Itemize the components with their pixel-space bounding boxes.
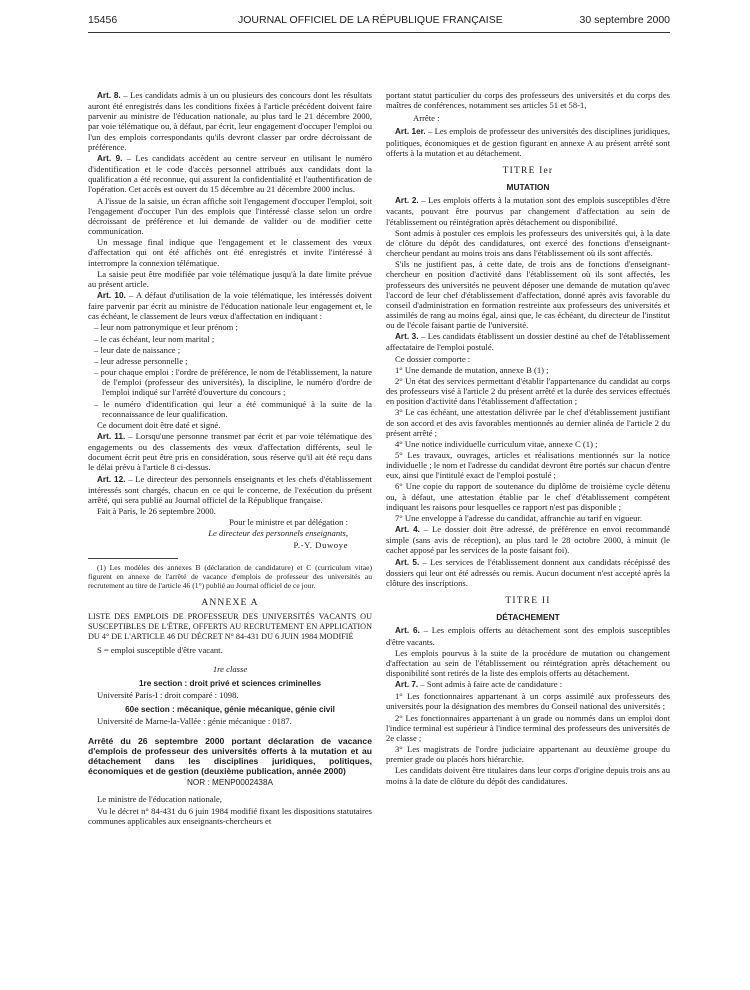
list-item: 4° Une notice individuelle curriculum vitae, annexe C (1) ; bbox=[395, 438, 598, 449]
class-heading: 1re classe bbox=[212, 663, 248, 674]
nor-reference: NOR : MENP0002438A bbox=[186, 778, 273, 788]
signature-title: Le directeur des personnels enseignants, bbox=[208, 528, 348, 539]
list-item: 1° Les fonctionnaires appartenant à un corps assimilé aux professeurs des universités pour la désignation des membres du Conseil national des universités ; bbox=[386, 691, 670, 712]
page-number: 15456 bbox=[88, 14, 118, 26]
list-item: – le numéro d'identification qui leur a été communiqué à la suite de la reconnaissance de leur qualification. bbox=[94, 398, 372, 419]
list-item: 2° Les fonctionnaires appartenant à un grade ou nommés dans un emploi dont l'indice terminal est supérieur à l'indice terminal des professeurs des universités de 2e classe ; bbox=[386, 712, 670, 743]
list-item: 6° Une copie du rapport de soutenance du diplôme de troisième cycle détenu ou, à défaut, une attestation établie par le chef d'établissement compétent indiquant les raisons pour lesquelles ce rapport n'est pas disponible ; bbox=[386, 481, 670, 512]
article-12: Art. 12. – Le directeur des personnels enseignants et les chefs d'établissement intéressés sont chargés, chacun en ce qui le concerne, de l'exécution du présent arrêté, qui sera publié au Journal officiel de la République française. bbox=[88, 473, 372, 505]
annex-title: ANNEXE A bbox=[201, 597, 259, 608]
section-title: MUTATION bbox=[506, 182, 550, 193]
paragraph: Les candidats doivent être titulaires dans leur corps d'origine depuis trois ans au moins à la date de clôture du dépôt des candidatures. bbox=[386, 765, 670, 786]
paragraph: Ce document doit être daté et signé. bbox=[97, 419, 221, 430]
paragraph: Le ministre de l'éducation nationale, bbox=[97, 794, 222, 805]
paragraph: Vu le décret n° 84-431 du 6 juin 1984 modifié fixant les dispositions statutaires communes applicables aux enseignants-chercheurs et bbox=[88, 805, 372, 826]
title-heading: TITRE II bbox=[505, 596, 551, 607]
paragraph: Les emplois pourvus à la suite de la procédure de mutation ou changement d'affectation au sein de l'établissement ou réintégration après détachement ou disponibilité sont retirés de la liste des emplois offerts au détachement. bbox=[386, 647, 670, 678]
article-7: Art. 7. – Sont admis à faire acte de candidature : bbox=[395, 679, 563, 690]
list-item: – le cas échéant, leur nom marital ; bbox=[94, 333, 215, 344]
paragraph: portant statut particulier du corps des professeurs des universités et du corps des maîtres de conférences, notamment ses articles 51 et 58-1, bbox=[386, 90, 670, 111]
signatory-name: P.-Y. Duwoye bbox=[293, 539, 348, 550]
list-item: – leur date de naissance ; bbox=[94, 344, 181, 355]
paragraph: A l'issue de la saisie, un écran affiche soit l'engagement d'occuper l'emploi, soit l'engagement d'occuper l'un des emplois que l'intéressé classe selon un ordre décroissant de préférence et lui demande de valider ou de modifier cette communication. bbox=[88, 195, 372, 237]
article-11: Art. 11. – Lorsqu'une personne transmet par écrit et par voie télématique des engagements ou des classements des vœux d'affectation différents, seul le document écrit peut être pris en considération, sous réserve qu'il ait été reçu dans le délai prévu à l'article 8 ci-dessus. bbox=[88, 431, 372, 473]
journal-title: JOURNAL OFFICIEL DE LA RÉPUBLIQUE FRANÇAISE bbox=[238, 14, 503, 26]
footnote-divider bbox=[88, 558, 178, 559]
section-title: DÉTACHEMENT bbox=[496, 612, 560, 623]
article-10: Art. 10. – A défaut d'utilisation de la voie télématique, les intéressés doivent faire parvenir par écrit au ministre de l'éducation nationale leur engagement et, le cas échéant, le classement de leurs vœux d'affectation en indiquant : bbox=[88, 289, 372, 322]
issue-date: 30 septembre 2000 bbox=[579, 14, 670, 26]
list-item: 3° Les magistrats de l'ordre judiciaire appartenant au deuxième groupe du premier grade ou placés hors hiérarchie. bbox=[386, 744, 670, 765]
right-column bbox=[386, 90, 670, 787]
signature-line: Pour le ministre et par délégation : bbox=[229, 517, 348, 528]
article-4: Art. 4. – Le dossier doit être adressé, de préférence en envoi recommandé simple (sans avis de réception), au plus tard le 28 octobre 2000, à minuit (le cachet apposé par les services de la poste faisant foi). bbox=[386, 524, 670, 556]
list-item: – leur nom patronymique et leur prénom ; bbox=[94, 322, 238, 333]
section-heading: 60e section : mécanique, génie mécanique, génie civil bbox=[125, 704, 335, 714]
section-heading: 1re section : droit privé et sciences criminelles bbox=[138, 678, 322, 688]
title-heading: TITRE Ier bbox=[502, 165, 554, 176]
list-item: 5° Les travaux, ouvrages, articles et réalisations mentionnés sur la notice individuelle ; le nom et l'adresse du candidat devront être portés sur chacun d'entre eux, ainsi que l'intitulé exact de l'emploi postulé ; bbox=[386, 450, 670, 481]
article-9: Art. 9. – Les candidats accèdent au centre serveur en utilisant le numéro d'identification et le code d'accès personnel attribués aux candidats dont la qualification a été reconnue, qui assurent la confidentialité et l'authentification de l'opération. Cet accès est ouvert du 15 décembre au 21 décembre 2000 inclus. bbox=[88, 152, 372, 195]
paragraph: La saisie peut être modifiée par voie télématique jusqu'à la date limite prévue au présent article. bbox=[88, 268, 372, 289]
done-at: Fait à Paris, le 26 septembre 2000. bbox=[97, 506, 216, 517]
list-item: 1° Une demande de mutation, annexe B (1) ; bbox=[395, 364, 549, 375]
list-item: 2° Un état des services permettant d'établir l'appartenance du candidat au corps des professeurs visé à l'article 2 du présent arrêté et la durée des services effectués en position d'activité dans l'établissement d'affectation ; bbox=[386, 375, 670, 407]
left-column bbox=[88, 90, 372, 827]
article-8: Art. 8. – Les candidats admis à un ou plusieurs des concours dont les résultats auront été enregistrés dans les conditions fixées à l'article précédent doivent faire parvenir au ministre de l'éducation nationale, au plus tard le 21 décembre 2000, par voie télématique ou, à défaut, par écrit, leur engagement d'occuper l'emploi ou l'un des emplois correspondants qu'ils devront classer par ordre décroissant de préférence. bbox=[88, 90, 372, 152]
list-item: – pour chaque emploi : l'ordre de préférence, le nom de l'établissement, la nature de l'emploi (professeur des universités), la discipline, le numéro d'ordre de l'emploi indiqué sur l'arrêté d'ouverture du concours ; bbox=[94, 367, 372, 398]
header-rule bbox=[88, 32, 670, 33]
position-entry: Université Paris-I : droit comparé : 1098. bbox=[97, 689, 239, 700]
article-5: Art. 5. – Les services de l'établissement donnent aux candidats récépissé des dossiers qui leur ont été adressés ou remis. Aucun document n'est accepté après la clôture des inscriptions. bbox=[386, 556, 670, 588]
paragraph: S'ils ne justifient pas, à cette date, de trois ans de fonctions d'enseignant-chercheur en position d'activité dans l'établissement où ils sont affectés, les professeurs des universités ne peuvent déposer une demande de mutation qu'avec l'accord de leur chef d'établissement d'affectation, donné après avis favorable du conseil d'administration en formation restreinte aux professeurs des universités et assimilés de rang au moins égal, ainsi que, le cas échéant, du directeur de l'institut ou de l'école faisant partie de l'université. bbox=[386, 259, 670, 331]
decree-title: Arrêté du 26 septembre 2000 portant déclaration de vacance d'emplois de professeur des universités offerts à la mutation et au détachement dans les disciplines juridiques, politiques, économiques et de gestion (deuxième publication, année 2000) bbox=[88, 736, 372, 777]
paragraph: Un message final indique que l'engagement et le classement des vœux d'affectation qui ont été affichés ont été enregistrés et invite l'intéressé à interrompre la connexion télématique. bbox=[88, 237, 372, 268]
annex-legend: S = emploi susceptible d'être vacant. bbox=[97, 645, 223, 656]
list-item: 3° Le cas échéant, une attestation délivrée par le chef d'établissement justifiant de son accord et des avis favorables mentionnés au dernier alinéa de l'article 2 du présent arrêté ; bbox=[386, 407, 670, 438]
footnote: (1) Les modèles des annexes B (déclaration de candidature) et C (curriculum vitae) figurent en annexe de l'arrêté de vacance d'emplois de professeur des universités au recrutement au titre de l'article 46 (1°) publié au Journal officiel de ce jour. bbox=[88, 562, 372, 590]
paragraph: Sont admis à postuler ces emplois les professeurs des universités qui, à la date de clôture du dépôt des candidatures, ont exercé des fonctions d'enseignant-chercheur pendant au moins trois ans dans l'établissement où ils sont affectés. bbox=[386, 227, 670, 259]
article-3: Art. 3. – Les candidats établissent un dossier destiné au chef de l'établissement affectataire de l'emploi postulé. bbox=[386, 331, 670, 353]
paragraph: Ce dossier comporte : bbox=[395, 353, 471, 364]
annex-heading: LISTE DES EMPLOIS DE PROFESSEUR DES UNIVERSITÉS VACANTS OU SUSCEPTIBLES DE L'ÊTRE, OFFERTS AU RECRUTEMENT EN APPLICATION DU 4° DE L'ARTICLE 46 DU DÉCRET N° 84-431 DU 6 JUIN 1984 MODIFIÉ bbox=[88, 611, 372, 642]
position-entry: Université de Marne-la-Vallée : génie mécanique : 0187. bbox=[97, 716, 292, 727]
list-item: 7° Une enveloppe à l'adresse du candidat, affranchie au tarif en vigueur. bbox=[395, 512, 643, 523]
list-item: – leur adresse personnelle ; bbox=[94, 355, 188, 366]
decree-word: Arrête : bbox=[413, 113, 440, 124]
article-6: Art. 6. – Les emplois offerts au détachement sont des emplois susceptibles d'être vacants. bbox=[386, 625, 670, 647]
article-1: Art. 1er. – Les emplois de professeur des universités des disciplines juridiques, politiques, économiques et de gestion figurant en annexe A au présent arrêté sont offerts à la mutation et au détachement. bbox=[386, 126, 670, 158]
article-2: Art. 2. – Les emplois offerts à la mutation sont des emplois susceptibles d'être vacants, pouvant être pourvus par changement d'affectation au sein de l'établissement ou réintégration après détachement ou disponibilité. bbox=[386, 195, 670, 227]
page-header bbox=[88, 14, 670, 32]
